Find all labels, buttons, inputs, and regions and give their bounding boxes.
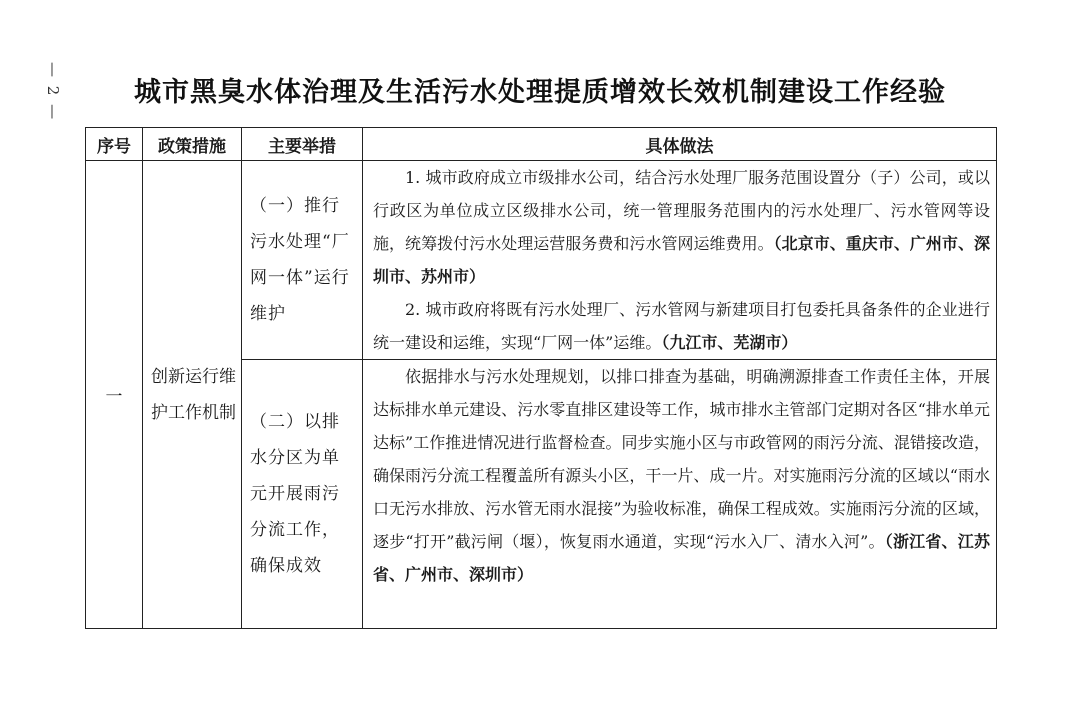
measure-cell-1: （一）推行污水处理“厂网一体”运行维护	[242, 161, 363, 360]
paragraph-text: 2. 城市政府将既有污水处理厂、污水管网与新建项目打包委托具备条件的企业进行统一建设和运维，实现“厂网一体”运维。	[373, 300, 990, 352]
detail-paragraph	[373, 293, 990, 359]
table-header-row	[86, 128, 997, 161]
document-title: 城市黑臭水体治理及生活污水处理提质增效长效机制建设工作经验	[134, 77, 946, 108]
detail-cell-1	[363, 161, 997, 360]
detail-paragraph	[373, 161, 990, 293]
measure-cell-2: （二）以排水分区为单元开展雨污分流工作，确保成效	[242, 360, 363, 629]
paragraph-cities: （浙江省、江苏省、广州市、深圳市）	[373, 532, 990, 584]
seq-cell: 一	[86, 161, 143, 629]
policy-cell: 创新运行维护工作机制	[143, 161, 242, 629]
table-row	[86, 161, 997, 360]
paragraph-cities: （九江市、芜湖市）	[661, 333, 798, 352]
paragraph-text: 依据排水与污水处理规划，以排口排查为基础，明确溯源排查工作责任主体，开展达标排水单元建设、污水零直排区建设等工作，城市排水主管部门定期对各区“排水单元达标”工作推进情况进行监督检查。同步实施小区与市政管网的雨污分流、混错接改造，确保雨污分流工程覆盖所有源头小区，干一片、成一片。对实施雨污分流的区域以“雨水口无污水排放、污水管无雨水混接”为验收标准，确保工程成效。实施雨污分流的区域，逐步“打开”截污闸（堰），恢复雨水通道，实现“污水入厂、清水入河”。	[373, 367, 990, 551]
detail-paragraph	[373, 360, 990, 591]
header-policy: 政策措施	[143, 128, 242, 161]
header-detail: 具体做法	[363, 128, 997, 161]
detail-cell-2	[363, 360, 997, 629]
header-seq: 序号	[86, 128, 143, 161]
paragraph-cities: （北京市、重庆市、广州市、深圳市、苏州市）	[373, 234, 990, 286]
page-number: — 2 —	[44, 62, 62, 122]
header-measure: 主要举措	[242, 128, 363, 161]
paragraph-text: 1. 城市政府成立市级排水公司，结合污水处理厂服务范围设置分（子）公司，或以行政区为单位成立区级排水公司，统一管理服务范围内的污水处理厂、污水管网等设施，统筹拨付污水处理运营服务费和污水管网运维费用。	[373, 168, 990, 253]
policy-table	[85, 127, 997, 629]
